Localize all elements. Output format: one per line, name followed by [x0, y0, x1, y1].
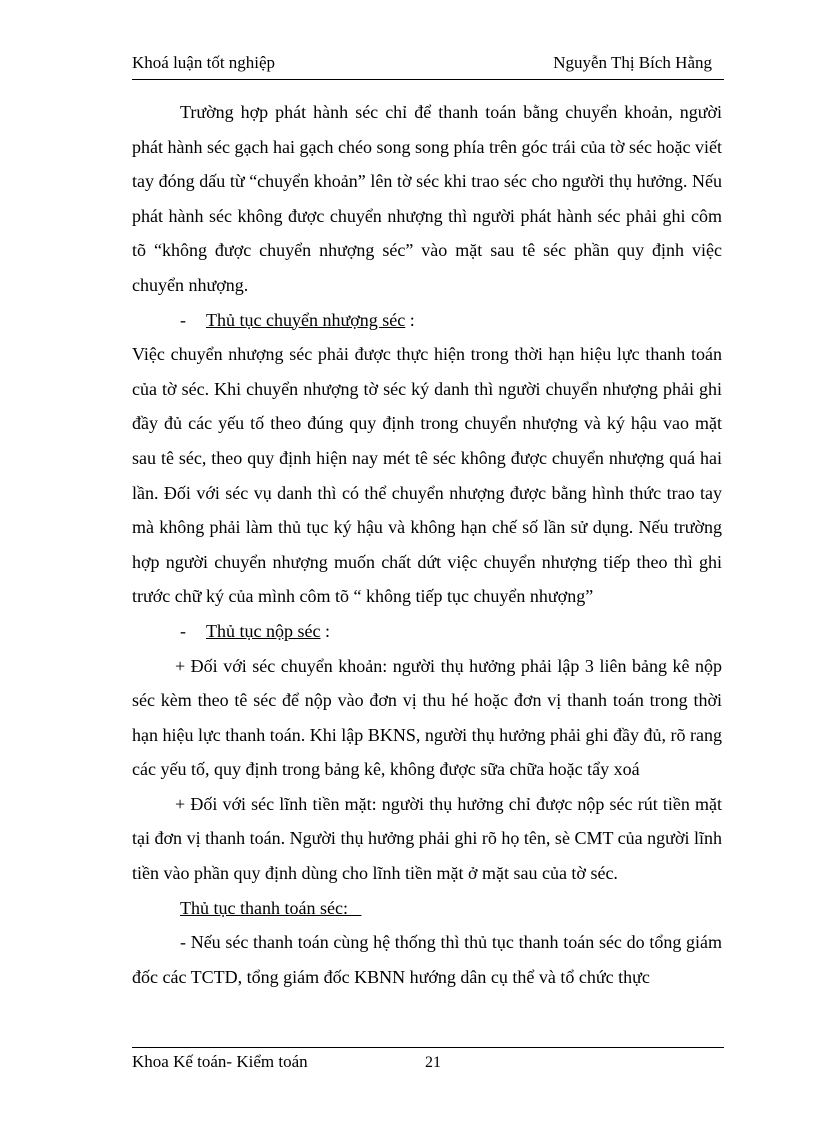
heading-payment-procedure [132, 891, 722, 926]
paragraph-endorsement: Việc chuyển nhượng séc phải được thực hiện trong thời hạn hiệu lực thanh toán của tờ séc. Khi chuyển nhượng tờ séc ký danh thì người chuyển nhượng phải ghi đầy đủ các yếu tố theo đúng quy định trong chuyển nhượng và ký hậu vao mặt sau tê séc, theo quy định hiện nay mét tê séc không được chuyển nhượng quá hai lần. Đối với séc vụ danh thì có thể chuyển nhượng được bằng hình thức trao tay mà không phải làm thủ tục ký hậu và không hạn chế số lần sử dụng. Nếu trường hợp người chuyển nhượng muốn chất dứt việc chuyển nhượng tiếp theo thì ghi trước chữ ký của mình côm tõ “ không tiếp tục chuyển nhượng” [132, 344, 722, 607]
header-left-title: Khoá luận tốt nghiệp [132, 53, 276, 72]
heading-deposit-title: Thủ tục nộp séc [206, 620, 321, 641]
page-number: 21 [425, 1054, 441, 1071]
heading-suffix: : [405, 309, 415, 330]
heading-deposit-procedure [132, 614, 722, 649]
paragraph-same-system: - Nếu séc thanh toán cùng hệ thống thì thủ tục thanh toán séc do tổng giám đốc các TCTD, tổng giám đốc KBNN hướng dân cụ thể và tổ chức thực [132, 932, 722, 987]
paragraph-transfer-only: Trường hợp phát hành séc chỉ để thanh toán bằng chuyển khoản, người phát hành séc gạch hai gạch chéo song song phía trên góc trái của tờ séc hoặc viết tay đóng dấu từ “chuyển khoản” lên tờ séc khi trao séc cho người thụ hưởng. Nếu phát hành séc không được chuyển nhượng thì người phát hành séc phải ghi côm tõ “không được chuyển nhượng séc” vào mặt sau tê séc phần quy định việc chuyển nhượng. [132, 102, 722, 295]
bullet-dash: - [180, 620, 186, 641]
heading-suffix: : [320, 620, 330, 641]
paragraph-transfer-cheque: + Đối với séc chuyển khoản: người thụ hưởng phải lập 3 liên bảng kê nộp séc kèm theo tê séc để nộp vào đơn vị thu hé hoặc đơn vị thanh toán trong thời hạn hiệu lực thanh toán. Khi lập BKNS, người thụ hưởng phải ghi đầy đủ, rõ rang các yếu tố, quy định trong bảng kê, không được sữa chữa hoặc tẩy xoá [132, 655, 722, 780]
page-header [132, 53, 724, 80]
footer-rule [132, 1047, 724, 1048]
heading-endorsement-procedure [132, 303, 722, 338]
page-body [132, 95, 722, 994]
footer-department: Khoa Kế toán- Kiểm toán [132, 1052, 308, 1071]
header-author: Nguyễn Thị Bích Hằng [553, 53, 712, 72]
bullet-dash: - [180, 309, 186, 330]
paragraph-cash-cheque: + Đối với séc lĩnh tiền mặt: người thụ hưởng chỉ được nộp séc rút tiền mặt tại đơn vị thanh toán. Người thụ hưởng phải ghi rõ họ tên, sè CMT của người lĩnh tiền vào phần quy định dùng cho lĩnh tiền mặt ở mặt sau của tờ séc. [132, 793, 722, 884]
heading-endorsement-title: Thủ tục chuyển nhượng séc [206, 309, 406, 330]
heading-payment-title: Thủ tục thanh toán séc: [180, 897, 362, 918]
